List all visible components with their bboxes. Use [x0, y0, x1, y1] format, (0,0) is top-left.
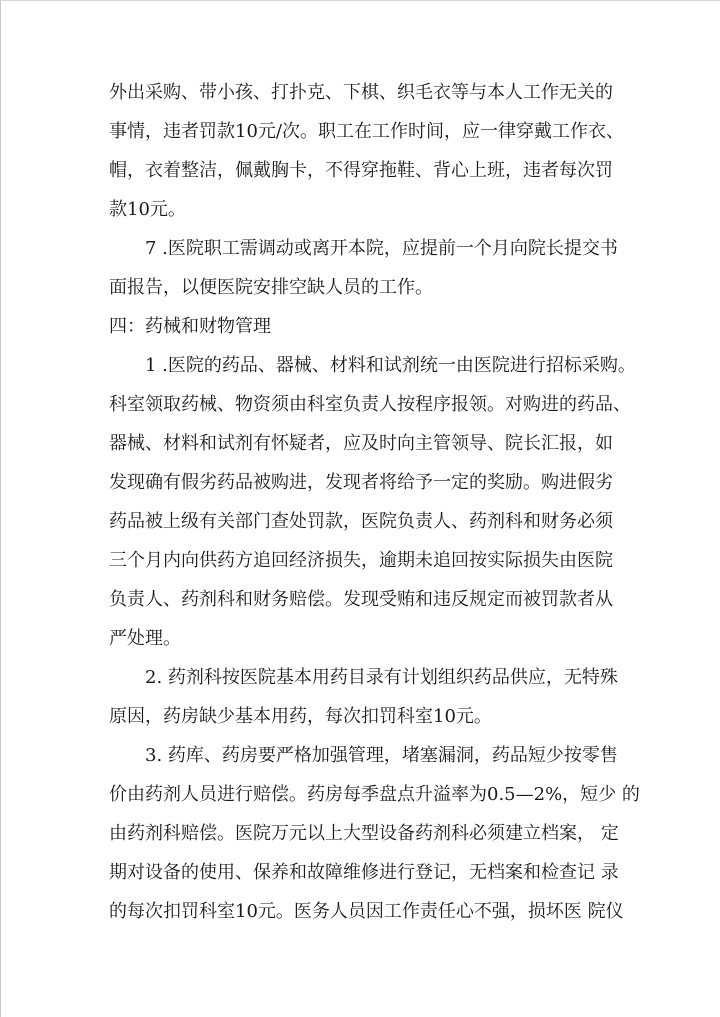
- text-line-17: 原因，药房缺少基本用药，每次扣罚科室10元。: [109, 706, 492, 727]
- text-line-6: 面报告，以便医院安排空缺人员的工作。: [109, 277, 433, 298]
- text-line-21: 期对设备的使用、保养和故障维修进行登记，无档案和检查记 录: [109, 862, 619, 883]
- text-line-5: 7 .医院职工需调动或离开本院，应提前一个月向院长提交书: [145, 238, 618, 259]
- text-line-9: 科室领取药械、物资须由科室负责人按程序报领。对购进的药品、: [109, 394, 631, 415]
- text-line-14: 负责人、药剂科和财务赔偿。发现受贿和违反规定而被罚款者从: [109, 589, 613, 610]
- text-line-3: 帽，衣着整洁，佩戴胸卡，不得穿拖鞋、背心上班，违者每次罚: [109, 160, 613, 181]
- text-line-8: 1 .医院的药品、器械、材料和试剂统一由医院进行招标采购。: [145, 355, 636, 376]
- text-line-16: 2. 药剂科按医院基本用药目录有计划组织药品供应，无特殊: [145, 667, 618, 688]
- text-line-18: 3. 药库、药房要严格加强管理，堵塞漏洞，药品短少按零售: [145, 745, 618, 766]
- text-line-11: 发现确有假劣药品被购进，发现者将给予一定的奖励。购进假劣: [109, 472, 613, 493]
- text-line-4: 款10元。: [109, 199, 186, 220]
- section-heading: 四：药械和财物管理: [109, 316, 271, 337]
- text-line-22: 的每次扣罚科室10元。医务人员因工作责任心不强，损坏医 院仪: [109, 901, 624, 922]
- text-line-15: 严处理。: [109, 628, 181, 649]
- text-line-1: 外出采购、带小孩、打扑克、下棋、织毛衣等与本人工作无关的: [109, 82, 613, 103]
- text-line-20: 由药剂科赔偿。医院万元以上大型设备药剂科必须建立档案， 定: [109, 823, 619, 844]
- text-line-10: 器械、材料和试剂有怀疑者，应及时向主管领导、院长汇报，如: [109, 433, 613, 454]
- text-line-19: 价由药剂人员进行赔偿。药房每季盘点升溢率为0.5—2%，短少 的: [109, 784, 640, 805]
- text-line-2: 事情，违者罚款10元/次。职工在工作时间，应一律穿戴工作衣、: [109, 121, 624, 142]
- document-body: [109, 73, 640, 931]
- text-line-12: 药品被上级有关部门查处罚款，医院负责人、药剂科和财务必须: [109, 511, 613, 532]
- text-line-13: 三个月内向供药方追回经济损失，逾期未追回按实际损失由医院: [109, 550, 613, 571]
